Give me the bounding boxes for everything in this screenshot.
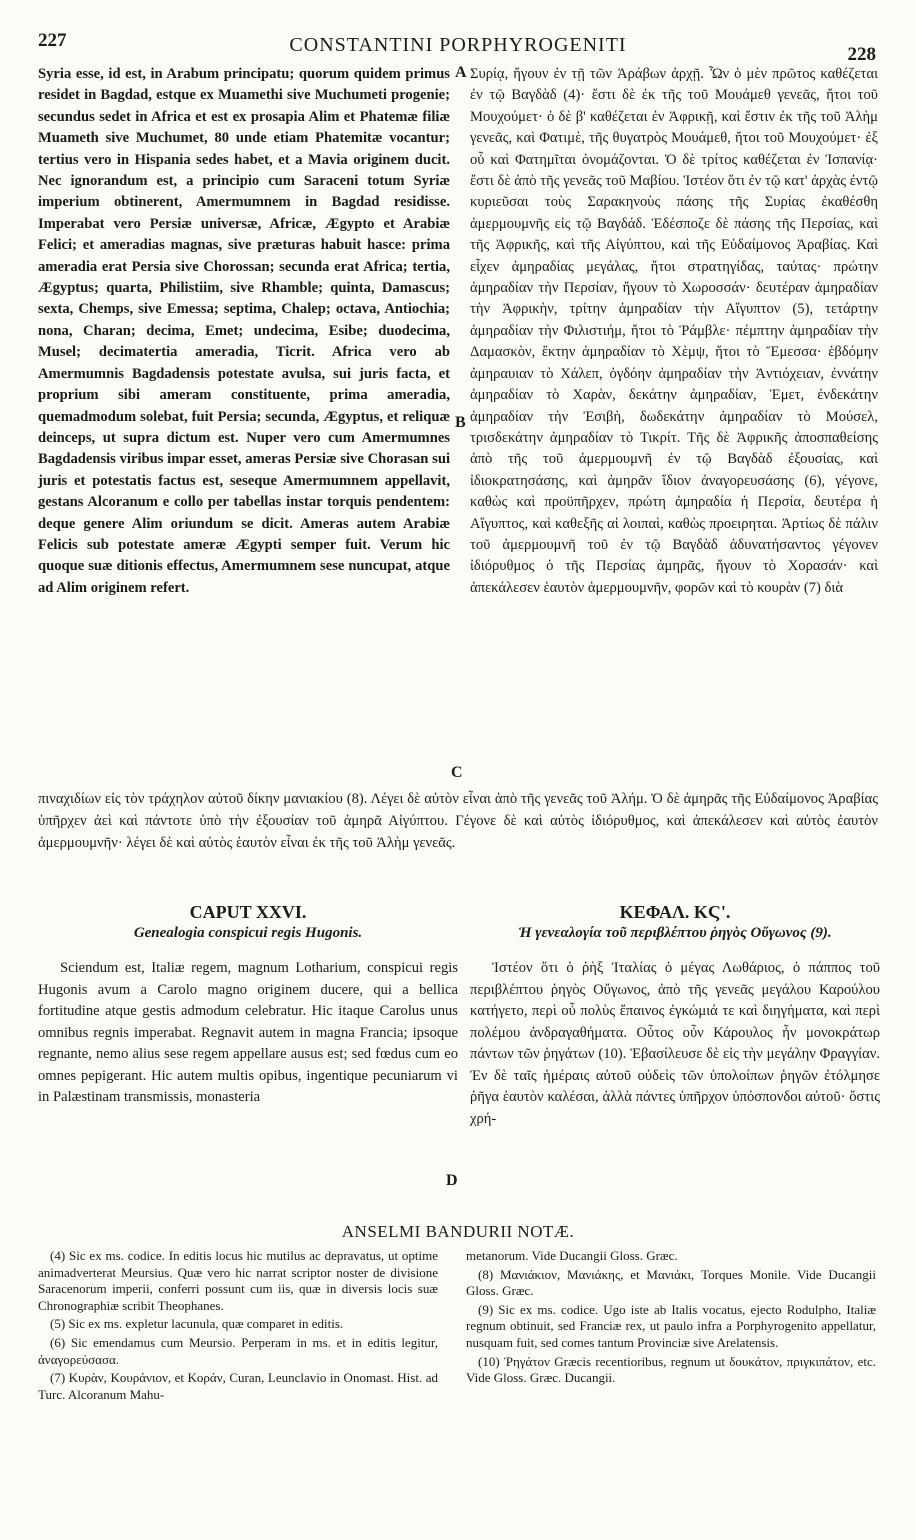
caput-greek-section: [470, 902, 880, 1130]
notes-right-column: [466, 1248, 876, 1389]
margin-letter-d: D: [446, 1172, 458, 1189]
caput-latin-title: CAPUT XXVI.: [189, 902, 307, 922]
margin-letter-a: A: [455, 64, 467, 81]
caput-greek-text: Ἰστέον ὅτι ὁ ῥὴξ Ἰταλίας ὁ μέγας Λωθάριος, ὁ πάππος τοῦ περιβλέπτου ῥηγὸς Οὔγωνος, ἀπὸ τῆς γενεᾶς μεγάλου Καρούλου κατήγετο, περὶ οὗ πολὺς ἔπαινος ἐγκώμιά τε καὶ διηγήματα, καὶ περὶ πολέμου ἀνδραγαθήματα. Οὗτος οὖν Κάρουλος ἦν μονοκράτωρ πάντων τῶν ῥηγάτων (10). Ἐβασίλευσε δὲ εἰς τὴν μεγάλην Φραγγίαν. Ἐν δὲ ταῖς ἡμέραις αὐτοῦ οὐδεὶς τῶν ὑπολοίπων ῥηγῶν ἐτόλμησε ῥῆγα ἑαυτὸν καλέσαι, ἀλλὰ πάντες ὑπῆρχον ὑπόσπονδοι αὐτοῦ· ὅστις χρή-: [470, 960, 880, 1127]
note-8: (8) Μανιάκιον, Μανιάκης, et Μανιάκι, Torques Monile. Vide Ducangii Gloss. Græc.: [466, 1266, 876, 1299]
page-number-left: 227: [38, 30, 67, 51]
caput-latin-subtitle: Genealogia conspicui regis Hugonis.: [133, 925, 363, 941]
note-6: (6) Sic emendamus cum Meursio. Perperam in ms. et in editis legitur, ἀναγορεύσασα.: [38, 1334, 438, 1367]
notes-heading: ANSELMI BANDURII NOTÆ.: [341, 1222, 575, 1241]
margin-letter-c: C: [451, 764, 463, 781]
note-4: (4) Sic ex ms. codice. In editis locus hic mutilus ac depravatus, ut optime animadverterat Meursius. Quæ vero hic narrat scriptor noster de divisione Saracenorum imperii, conferri possunt cum iis, quæ in diversis locis suæ Chronographiæ scribit Theophanes.: [38, 1248, 438, 1313]
note-10: (10) Ῥηγάτον Græcis recentioribus, regnum ut δουκάτον, πριγκιπάτον, etc. Vide Gloss. Græc. Ducangii.: [466, 1353, 876, 1386]
latin-column-text: Syria esse, id est, in Arabum principatu; quorum quidem primus residet in Bagdad, estque ex Muamethi sive Muchumeti progenie; secundus sedet in Africa et est ex prosapia Alim et Phatemæ filiæ Muameth sive Muchumet, 80 unde etiam Phatemitæ vocantur; tertius vero in Hispania sedes habet, et a Mavia originem ducit. Nec ignorandum est, a principio cum Saraceni totum Syriæ imperium obtinerent, Amermumnem in Bagdad residisse. Imperabat vero Persiæ universæ, Africæ, Ægypto et Arabiæ Felici; et ameradias magnas, sive præturas habuit hasce: prima ameradia erat Persia sive Chorossan; secunda erat Africa; tertia, Ægyptus; quarta, Philistiim, sive Rhamble; quinta, Damascus; sexta, Chemps, sive Emessa; septima, Chalep; octava, Antiochia; nona, Charan; decima, Emet; undecima, Esibe; duodecima, Musel; decimatertia ameradia, Ticrit. Africa vero ab Amermumnis Bagdadensis potestate avulsa, sui juris facta, et proprium sibi ameram constituente, prima ameradia, quemadmodum solebat, fuit Persia; secunda, Ægyptus, et reliquæ deinceps, ut supra dictum est. Nuper vero cum Amermumnes Bagdadensis viribus impar esset, ameras Persiæ sive Chorasan sui juris et potestatis factus est, seseque Amermumnem appellavit, gestans Alcoranum e collo per tabellas instar torquis pendentem: deque genere Alim oriundum se dicit. Ameras autem Arabiæ Felicis sub potestate ameræ Ægypti semper fuit. Verum hic quoque suæ ditionis effectus, Amermumnem sese nuncupat, atque ad Alim originem refert.: [38, 66, 450, 596]
running-head: CONSTANTINI PORPHYROGENITI: [289, 34, 627, 56]
caput-greek-title: ΚΕΦΑΛ. ΚϚ'.: [619, 902, 731, 922]
greek-wide-paragraph: πιναχιδίων εἰς τὸν τράχηλον αὐτοῦ δίκην μανιακίου (8). Λέγει δὲ αὐτὸν εἶναι ἀπὸ τῆς γενεᾶς τοῦ Ἀλήμ. Ὁ δὲ ἀμηρᾶς τῆς Εὐδαίμονος Ἀραβίας ὑπῆρχεν ἀεὶ καὶ πάντοτε ὑπὸ τὴν ἐξουσίαν τοῦ ἀμηρᾶ Αἰγύπτου. Γέγονε δὲ καὶ αὐτὸς ἰδιόρυθμος, καὶ ἀπεκάλεσεν καὶ αὐτὸς ἑαυτὸν ἀμερμουμνῆν· λέγει δὲ καὶ αὐτὸς ἑαυτὸν εἶναι ἐκ τῆς τοῦ Ἀλὴμ γενεᾶς.: [38, 791, 878, 851]
caput-greek-subtitle: Ἡ γενεαλογία τοῦ περιβλέπτου ῥηγὸς Οὔγωνος (9).: [518, 925, 832, 941]
greek-column-text: Συρίᾳ, ἤγουν ἐν τῇ τῶν Ἀράβων ἀρχῇ. Ὧν ὁ μὲν πρῶτος καθέζεται ἐν τῷ Βαγδὰδ (4)· ἔστι δὲ ἐκ τῆς τοῦ Μουάμεθ γενεᾶς, ἤτοι τοῦ Μουχούμετ· ὁ δὲ β' καθέζεται ἐν Ἀφρικῇ, καὶ ἔστιν ἐκ τῆς τοῦ Ἀλὴμ γενεᾶς, καὶ Φατιμὲ, τῆς θυγατρὸς Μουάμεθ, ἤτοι τοῦ Μουχούμετ· ἐξ οὗ καὶ Φατημῖται ὀνομάζονται. Ὁ δὲ τρίτος καθέζεται ἐν Ἰσπανίᾳ· ἔστι δὲ ἀπὸ τῆς γενεᾶς τοῦ Μαβίου. Ἰστέον ὅτι ἐν τῷ κατ' ἀρχὰς ἐντῷ κυριεῦσαι τοὺς Σαρακηνοὺς πάσης τῆς Συρίας ἐκαθέσθη ἀμερμουμνῆς εἰς τῷ Βαγδάδ. Ἐδέσποζε δὲ πάσης τῆς Περσίας, καὶ τῆς Ἀφρικῆς, καὶ τῆς Αἰγύπτου, καὶ τῆς Εὐδαίμονος Ἀραβίας. Καὶ εἶχεν ἀμηραδίας μεγάλας, ἤτοι στρατηγίδας, ταύτας· πρώτην ἀμηραδίαν τὴν Περσίαν, ἤγουν τὸ Χωροσσάν· δευτέραν ἀμηραδίαν τὴν Ἀφρικὴν, τρίτην ἀμηραδίαν τὴν Αἴγυπτον (5), τετάρτην ἀμηραδίαν τὴν Φιλιστιήμ, ἤτοι τὸ Ῥάμβλε· πέμπτην ἀμηραδίαν τὴν Δαμασκὸν, ἕκτην ἀμηραδίαν τὸ Χὲμψ, ἤτοι τὸ Ἔμεσσα· ἑβδόμην ἀμηραυιαν τὸ Χάλεπ, ὀγδόην ἀμηραδίαν τὴν Ἀντιόχειαν, ἐννάτην ἀμηραδίαν τὸ Χαρὰν, δεκάτην ἀμηραδίαν, Ἐμετ, ἐνδεκάτην ἀμηραδίαν τὴν Ἐσιβὴ, δωδεκάτην ἀμηραδίαν τὸ Μούσελ, τρισδεκάτην ἀμηραδίαν τὸ Τικρίτ. Τῆς δὲ Ἀφρικῆς ἀποσπαθείσης ἀπὸ τῆς τοῦ ἀμερμουμνῆ ἐν τῷ Βαγδὰδ ἐξουσίας, καὶ ἰδιοκρατησάσης, καὶ ἀμηρᾶν ἴδιον ἀναγορευσάσης (6), γέγονε, καθὼς καὶ προϋπῆρχεν, πρώτη ἀμηραδία ἡ Περσία, δευτέρα ἡ Αἴγυπτος, καὶ καθεξῆς αἱ λοιπαὶ, καθὼς προειρηται. Ἀρτίως δὲ πάλιν τοῦ ἀμερμουμνῆ τοῦ ἐν τῷ Βαγδὰδ ἀδυνατήσαντος γέγονεν ἰδιόρυθμος ὁ τῆς Περσίας ἀμηρᾶς, ἤγουν τὸ Χορασάν· καὶ ἀπεκάλεσεν ἑαυτὸν ἀμερμουμνῆν, φορῶν καὶ τὸ κουρὰν (7) διὰ: [470, 66, 878, 596]
note-5: (5) Sic ex ms. expletur lacunula, quæ comparet in editis.: [50, 1316, 344, 1332]
caput-latin-section: [38, 902, 458, 1109]
caput-latin-text: Sciendum est, Italiæ regem, magnum Lotharium, conspicui regis Hugonis avum a Carolo magno originem ducere, qui a bellica fortitudine atque gestis admodum celebratur. Hic itaque Carolus unus omnibus regnis imperabat. Regnavit autem in magna Francia; ipsoque regnante, nemo alius sese regem appellare ausus est; sed fœdus cum eo omnes pepigerant. Hic autem multis opibus, ingentique pecuniarum vi in Palæstinam transmissis, monasteria: [38, 960, 458, 1105]
note-7-continued: metanorum. Vide Ducangii Gloss. Græc.: [466, 1248, 678, 1263]
margin-letter-b: B: [455, 414, 466, 431]
notes-left-column: [38, 1248, 438, 1405]
note-9: (9) Sic ex ms. codice. Ugo iste ab Italis vocatus, ejecto Rodulpho, Italiæ regnum obtinuit, sed Franciæ rex, ut paulo infra a Porphyrogenito appellatur, nusquam fuit, sed comes tantum Provinciæ sive Arelatensis.: [466, 1301, 876, 1350]
note-7: (7) Κυρὰν, Κουράνιον, et Κοράν, Curan, Leunclavio in Onomast. Hist. ad Turc. Alcoranum Mahu-: [38, 1370, 438, 1402]
page-number-right: 228: [847, 44, 876, 65]
